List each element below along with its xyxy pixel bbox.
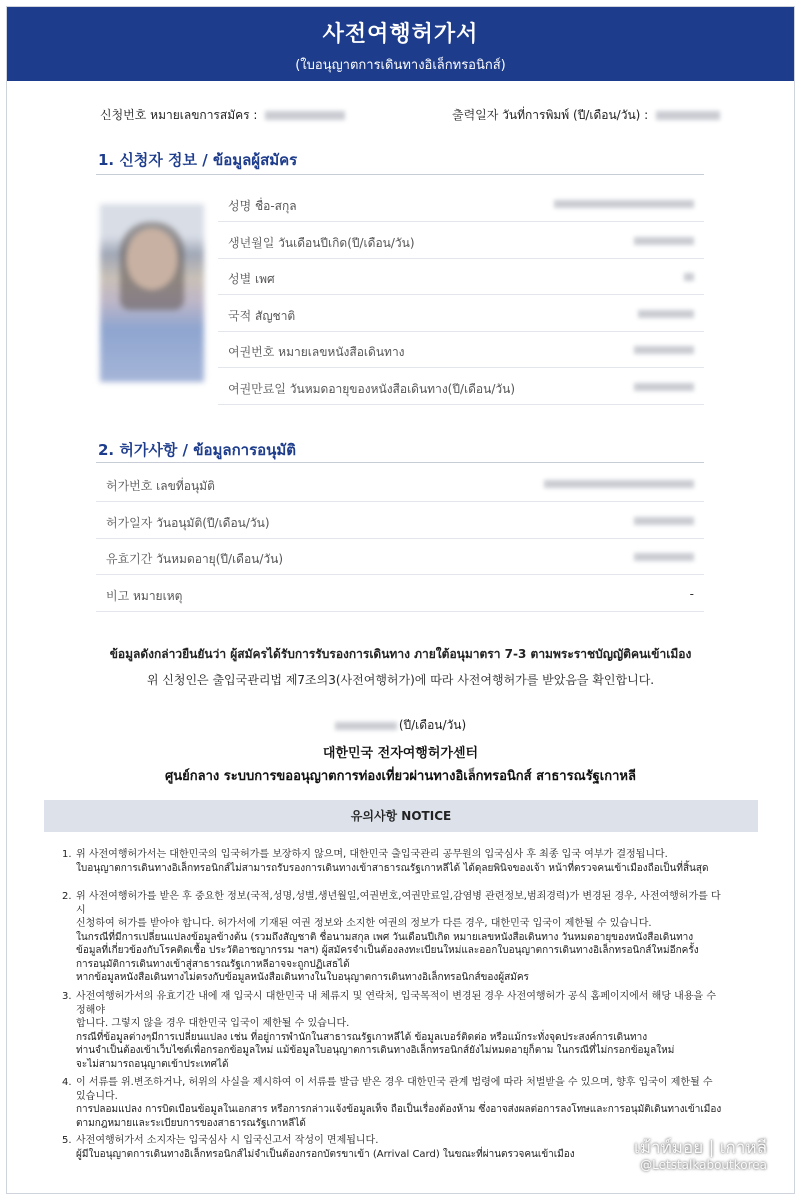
info-row-value-redacted: [638, 310, 694, 318]
info-row: [96, 576, 704, 612]
info-row-label: 여권번호 หมายเลขหนังสือเดินทาง: [228, 345, 405, 359]
notice-line: ข้อมูลที่เกี่ยวข้องกับโรคติดเชื้อ ประวัติอาชญากรรม ฯลฯ) ผู้สมัครจำเป็นต้องลงทะเบียนใหม่และออกใบอนุญาตการเดินทางอิเล็กทรอนิกส์ใหม่อีกครั้ง: [76, 945, 699, 956]
statement-korean: 위 신청인은 출입국관리법 제7조의3(사전여행허가)에 따라 사전여행허가를 받았음을 확인합니다.: [146, 673, 655, 687]
application-number-label: 신청번호 หมายเลขการสมัคร :: [100, 108, 258, 122]
print-date-redacted: [656, 111, 720, 120]
notice-line: จะไม่สามารถอนุญาตเข้าประเทศได้: [76, 1058, 229, 1070]
info-row-value-redacted: [554, 200, 694, 208]
document-header: [7, 7, 794, 81]
notice-item-number: 4.: [62, 1077, 72, 1088]
notice-line: 위 사전여행허가서는 대한민국의 입국허가를 보장하지 않으며, 대한민국 출입국관리 공무원의 입국심사 후 최종 입국 여부가 결정됩니다.: [76, 849, 668, 860]
info-row-value-redacted: [684, 273, 694, 281]
info-row: [218, 332, 704, 368]
info-row: [96, 539, 704, 575]
section-applicant-divider: [96, 174, 704, 175]
info-row-value-redacted: [634, 237, 694, 245]
notice-line: 신청하여 허가를 받아야 합니다. 허가서에 기재된 여권 정보와 소지한 여권의 정보가 다른 경우, 대한민국 입국이 제한될 수 있습니다.: [76, 918, 652, 929]
section-approval-title: 2. 허가사항 / ข้อมูลการอนุมัติ: [98, 441, 297, 459]
info-row: [218, 369, 704, 405]
notice-line: ผู้มีใบอนุญาตการเดินทางอิเล็กทรอนิกส์ไม่จำเป็นต้องกรอกบัตรขาเข้า (Arrival Card) ในขณะที่ผ่านตรวจคนเข้าเมือง: [76, 1148, 575, 1160]
print-date: [452, 106, 720, 125]
application-number: [100, 106, 345, 125]
issue-date-suffix: (ปี/เดือน/วัน): [398, 718, 467, 732]
info-row: [218, 296, 704, 332]
info-row-value-redacted: [634, 553, 694, 561]
section-applicant-title: 1. 신청자 정보 / ข้อมูลผู้สมัคร: [98, 151, 298, 169]
notice-line: ท่านจำเป็นต้องเข้าเว็บไซต์เพื่อกรอกข้อมูลใหม่ แม้ข้อมูลใบอนุญาตการเดินทางอิเล็กทรอนิกส์ยังไม่หมดอายุก็ตาม ในกรณีที่ไม่กรอกข้อมูลใหม่: [76, 1045, 675, 1056]
info-row-value-redacted: [634, 383, 694, 391]
info-row-label: 성별 เพศ: [228, 272, 275, 286]
info-row: [96, 503, 704, 539]
info-row: [218, 259, 704, 295]
notice-line: การปลอมแปลง การบิดเบือนข้อมูลในเอกสาร หรือการกล่าวแจ้งข้อมูลเท็จ ถือเป็นเรื่องต้องห้าม ซึ่งอาจส่งผลต่อการลงโทษและการอนุมัติเดินทางเข้าเมือง: [76, 1104, 722, 1115]
notice-line: ตามกฎหมายและระเบียบการของสาธารณรัฐเกาหลีได้: [76, 1117, 306, 1129]
org-korean: 대한민국 전자여행허가센터: [322, 746, 479, 761]
info-row: [218, 223, 704, 259]
notice-item: [62, 1134, 722, 1161]
notice-item-number: 2.: [62, 891, 72, 902]
document-subtitle: (ใบอนุญาตการเดินทางอิเล็กทรอนิกส์): [295, 58, 506, 73]
notice-title: 유의사항 NOTICE: [44, 800, 758, 832]
info-row-label: 허가일자 วันอนุมัติ(ปี/เดือน/วัน): [106, 515, 270, 530]
watermark-handle: @Letstalkaboutkorea: [640, 1158, 767, 1172]
application-number-redacted: [265, 111, 345, 120]
info-row: [218, 186, 704, 222]
notice-line: 사전여행허가서 소지자는 입국심사 시 입국신고서 작성이 면제됩니다.: [76, 1135, 379, 1146]
notice-item: [62, 990, 722, 1071]
notice-line: หากข้อมูลหนังสือเดินทางไม่ตรงกับข้อมูลหนังสือเดินทางในใบอนุญาตการเดินทางอิเล็กทรอนิกส์ของผู้สมัคร: [76, 972, 529, 983]
issue-date: [0, 716, 801, 735]
info-row-label: 성명 ชื่อ-สกุล: [228, 199, 297, 213]
notice-line: การอนุมัติการเดินทางเข้าสู่สาธารณรัฐเกาหลีอาจจะถูกปฏิเสธได้: [76, 958, 350, 970]
info-row-value-redacted: [634, 517, 694, 525]
section-approval-divider: [96, 462, 704, 463]
info-row: [96, 466, 704, 502]
notice-item: [62, 890, 722, 985]
notice-line: 사전여행허가서의 유효기간 내에 재 입국시 대한민국 내 체류지 및 연락처, 입국목적이 변경된 경우 사전여행허가 공식 홈페이지에서 해당 내용을 수정해야: [76, 991, 716, 1016]
issue-date-redacted: [335, 722, 397, 730]
statement-thai: ข้อมูลดังกล่าวยืนยันว่า ผู้สมัครได้รับการรับรองการเดินทาง ภายใต้อนุมาตรา 7-3 ตามพระราชบัญญัติคนเข้าเมือง: [109, 647, 692, 661]
info-row-label: 유효기간 วันหมดอายุ(ปี/เดือน/วัน): [106, 552, 284, 566]
notice-item-number: 1.: [62, 849, 72, 860]
applicant-photo: [100, 204, 204, 382]
info-row-label: 허가번호 เลขที่อนุมัติ: [106, 479, 215, 493]
notice-item: [62, 1076, 722, 1130]
info-row-label: 국적 สัญชาติ: [228, 308, 296, 323]
info-row-value-redacted: [544, 480, 694, 488]
print-date-label: 출력일자 วันที่การพิมพ์ (ปี/เดือน/วัน) :: [452, 108, 649, 122]
info-row-value-redacted: [634, 346, 694, 354]
info-row-label: 비고 หมายเหตุ: [106, 588, 183, 603]
info-row-label: 생년월일 วันเดือนปีเกิด(ปี/เดือน/วัน): [228, 235, 415, 250]
notice-line: 이 서류를 위.변조하거나, 허위의 사실을 제시하여 이 서류를 발급 받은 경우 대한민국 관계 법령에 따라 처벌받을 수 있으며, 향후 입국이 제한될 수 있습니다.: [76, 1077, 713, 1102]
org-thai: ศูนย์กลาง ระบบการขออนุญาตการท่องเที่ยวผ่านทางอิเล็กทรอนิกส์ สาธารณรัฐเกาหลี: [165, 769, 636, 784]
notice-item: [62, 848, 722, 875]
info-row-label: 여권만료일 วันหมดอายุของหนังสือเดินทาง(ปี/เดือน/วัน): [228, 381, 515, 396]
notice-line: 위 사전여행허가를 받은 후 중요한 정보(국적,성명,성별,생년월일,여권번호,여권만료일,감염병 관련정보,범죄경력)가 변경된 경우, 사전여행허가를 다시: [76, 891, 721, 916]
notice-item-number: 5.: [62, 1135, 72, 1146]
info-row-value: -: [689, 586, 694, 601]
notice-line: กรณีที่ข้อมูลต่างๆมีการเปลี่ยนแปลง เช่น ที่อยู่การพำนักในสาธารณรัฐเกาหลีได้ ข้อมูลเบอร์ติดต่อ หรือแม้กระทั่งจุดประสงค์การเดินทาง: [76, 1031, 648, 1043]
watermark-title: เม้าท์มอย | เกาหลี: [634, 1138, 767, 1158]
document-title: 사전여행허가서: [322, 22, 479, 47]
notice-item-number: 3.: [62, 991, 72, 1002]
notice-line: ในกรณีที่มีการเปลี่ยนแปลงข้อมูลข้างต้น (รวมถึงสัญชาติ ชื่อนามสกุล เพศ วันเดือนปีเกิด หมายเลขหนังสือเดินทาง วันหมดอายุของหนังสือเดินทาง: [76, 931, 694, 943]
notice-line: ใบอนุญาตการเดินทางอิเล็กทรอนิกส์ไม่สามารถรับรองการเดินทางเข้าสาธารณรัฐเกาหลีได้ ได้ดุลยพินิจของเจ้า หน้าที่ตรวจคนเข้าเมืองถือเป็นที่สิ้นสุด: [76, 862, 709, 874]
notice-line: 합니다. 그렇지 않을 경우 대한민국 입국이 제한될 수 있습니다.: [76, 1018, 350, 1029]
